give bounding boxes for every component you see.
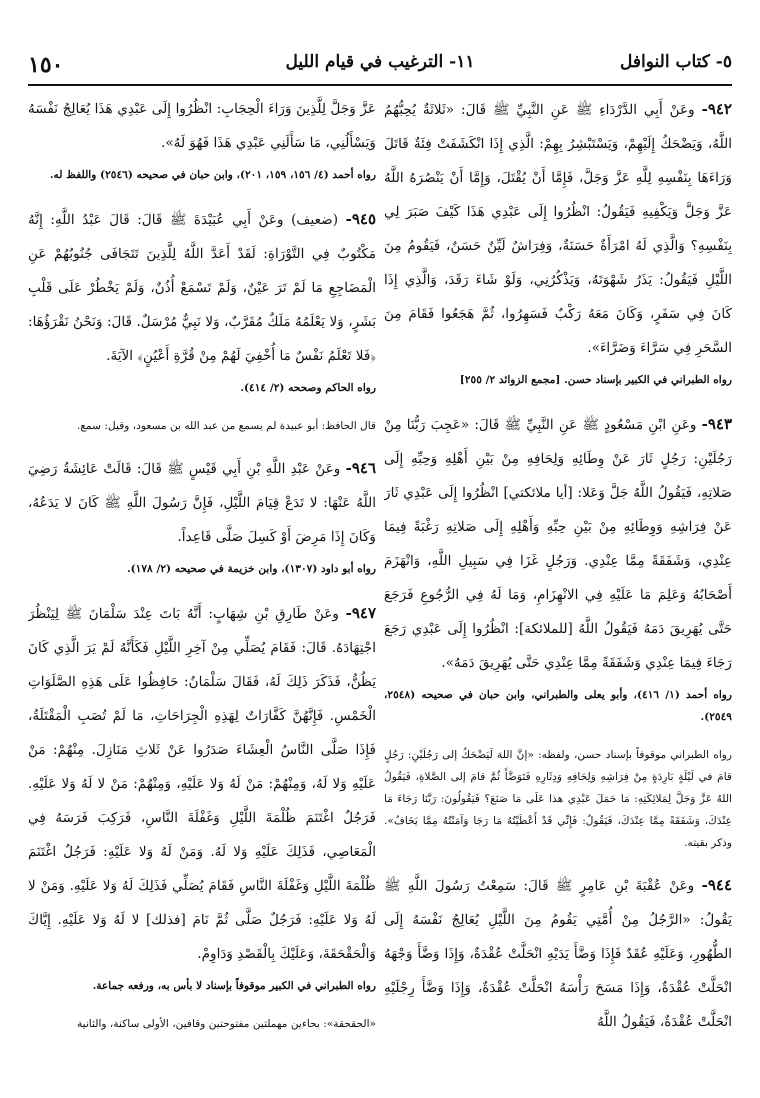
hadith-945 <box>28 202 376 373</box>
page-number: ١٥٠ <box>28 52 64 78</box>
hadith-number: ٩٤٥- <box>345 210 376 228</box>
hadith-text: (ضعيف) وعَنْ أَبِي عُبَيْدَةَ ﷺ قَالَ: قَالَ عَبْدُ اللَّهِ: إِنَّهُ مَكْتُوبٌ فِي التَّوْرَاةِ: لَقَدْ أَعَدَّ اللَّهُ لِلَّذِينَ تَتَجَافَى جُنُوبُهُمْ عَنِ الْمَضَاجِعِ مَا لَمْ تَرَ عَيْنٌ، وَلَمْ تَسْمَعْ أُذُنٌ، وَلَمْ يَخْطُرْ عَلَى قَلْبِ بَشَرٍ، وَلا يَعْلَمُهُ مَلَكٌ مُقَرَّبٌ، وَلا نَبِيٌّ مُرْسَلٌ. قَالَ: وَنَحْنُ نَقْرَؤُهَا: ﴿فَلا تَعْلَمُ نَفْسٌ مَا أُخْفِيَ لَهُمْ مِنْ قُرَّةِ أَعْيُنٍ﴾ الآيَةَ. <box>28 212 376 364</box>
hadith-943 <box>384 407 732 680</box>
hadith-946 <box>28 451 376 554</box>
page-header <box>28 44 732 86</box>
hadith-note: رواه الطبراني موقوفاً بإسناد حسن، ولفظه: «إنَّ اللهَ لَيَضْحَكُ إلى رَجُلَيْنِ: رَجُلٍ قامَ في لَيْلَةٍ بَارِدَةٍ مِنْ فِرَاشِهِ وَلِحَافِهِ وَدِثَارِهِ فَتَوَضَّأَ ثُمَّ قامَ إلى الصَّلاةِ، فَيَقُولُ اللهُ عَزَّ وَجَلَّ لِمَلائِكَتِهِ: مَا حَمَلَ عَبْدِي هذا عَلَى مَا صَنَعَ؟ فَيَقُولُونَ: رَبَّنَا رَجَاءَ مَا عِنْدَكَ، وَشَفَقَةً مِمَّا عِنْدَكَ، فَيَقُولُ: فَإِنِّي قَدْ أَعْطَيْتُهُ مَا رَجَا وَآمَنْتُهُ مِمَّا يَخَافُ». وذكر بقيته. <box>384 749 732 849</box>
section-title: ١١- الترغيب في قيام الليل <box>285 52 475 72</box>
hadith-number: ٩٤٣- <box>701 415 732 433</box>
hadith-source: رواه الحاكم وصححه (٢/ ٤١٤). <box>240 382 376 394</box>
hadith-text: وعَنْ عُقْبَةَ بْنِ عَامِرٍ ﷺ قَالَ: سَمِعْتُ رَسُولَ اللَّهِ ﷺ يَقُولُ: «الرَّجُلُ مِنْ أُمَّتِي يَقُومُ مِنَ اللَّيْلِ يُعَالِجُ نَفْسَهُ إِلَى الطُّهُورِ، وَعَلَيْهِ عُقَدٌ فَإِذَا وَضَّأَ يَدَيْهِ انْحَلَّتْ عُقْدَةٌ، وَإِذَا وَضَّأَ وَجْهَهُ انْحَلَّتْ عُقْدَةٌ، وَإِذَا مَسَحَ رَأْسَهُ انْحَلَّتْ عُقْدَةٌ، وَإِذَا وَضَّأَ رِجْلَيْهِ انْحَلَّتْ عُقْدَةٌ، فَيَقُولُ اللَّهُ <box>384 878 732 1030</box>
hadith-number: ٩٤٦- <box>345 459 376 477</box>
hadith-text: وعَنِ ابْنِ مَسْعُودٍ ﷺ عَنِ النَّبِيِّ ﷺ قَالَ: «عَجِبَ رَبُّنَا مِنْ رَجُلَيْنِ: رَجُلٍ ثَارَ عَنْ وِطَائِهِ وَلِحَافِهِ مِنْ بَيْنِ أَهْلِهِ وَحِبِّهِ إِلَى صَلاتِهِ، فَيَقُولُ اللَّهُ جَلَّ وَعَلا: [أيا ملائكتي] انْظُرُوا إِلَى عَبْدِي ثَارَ عَنْ فِرَاشِهِ وَوِطَائِهِ مِنْ بَيْنِ حِبِّهِ وَأَهْلِهِ إِلَى صَلاتِهِ رَغْبَةً فِيمَا عِنْدِي، وَشَفَقَةً مِمَّا عِنْدِي. وَرَجُلٍ غَزَا فِي سَبِيلِ اللَّهِ، وَانْهَزَمَ أَصْحَابُهُ وَعَلِمَ مَا عَلَيْهِ فِي الانْهِزَامِ، وَمَا لَهُ فِي الرُّجُوعِ فَرَجَعَ حَتَّى يُهَرِيقَ دَمَهُ فَيَقُولُ اللَّهُ [للملائكة]: انْظُرُوا إِلَى عَبْدِي رَجَعَ رَجَاءَ فِيمَا عِنْدِي وَشَفَقَةً مِمَّا عِنْدِي حَتَّى يُهَرِيقَ دَمَهُ». <box>384 417 732 671</box>
hadith-text: وعَنْ أَبِي الدَّرْدَاءِ ﷺ عَنِ النَّبِيِّ ﷺ قَالَ: «ثَلاثَةٌ يُحِبُّهُمُ اللَّهُ، وَيَضْحَكُ إِلَيْهِمْ، وَيَسْتَبْشِرُ بِهِمْ: الَّذِي إِذَا انْكَشَفَتْ فِئَةٌ قَاتَلَ وَرَاءَهَا بِنَفْسِهِ لِلَّهِ عَزَّ وَجَلَّ، فَإِمَّا أَنْ يُقْتَلَ، وَإِمَّا أَنْ يَنْصُرَهُ اللَّهُ عَزَّ وَجَلَّ وَيَكْفِيهِ فَيَقُولُ: انْظُرُوا إِلَى عَبْدِي هَذَا كَيْفَ صَبَرَ لِي بِنَفْسِهِ؟ وَالَّذِي لَهُ امْرَأَةٌ حَسَنَةٌ، وَفِرَاشٌ لَيِّنٌ حَسَنٌ، فَيَقُومُ مِنَ اللَّيْلِ فَيَقُولُ: يَذَرُ شَهْوَتَهُ، وَيَذْكُرُنِي، وَلَوْ شَاءَ رَقَدَ، وَالَّذِي إِذَا كَانَ فِي سَفَرٍ، وَكَانَ مَعَهُ رَكْبٌ فَسَهِرُوا، ثُمَّ هَجَعُوا فَقَامَ مِنَ السَّحَرِ فِي سَرَّاءَ وَضَرَّاءَ». <box>384 102 732 356</box>
left-column <box>28 92 376 1087</box>
hadith-number: ٩٤٢- <box>701 100 732 118</box>
right-column <box>384 92 732 1087</box>
hadith-source: رواه أبو داود (١٣٠٧)، وابن خزيمة في صحيحه (٢/ ١٧٨). <box>126 563 376 575</box>
hadith-text: وعَنْ طَارِقِ بْنِ شِهَابٍ: أَنَّهُ بَاتَ عِنْدَ سَلْمَانَ ﷺ لِيَنْظُرَ اجْتِهَادَهُ. قَالَ: فَقَامَ يُصَلِّي مِنْ آخِرِ اللَّيْلِ فَكَأَنَّهُ لَمْ يَرَ الَّذِي كَانَ يَظُنُّ، فَذَكَرَ ذَلِكَ لَهُ، فَقَالَ سَلْمَانُ: حَافِظُوا عَلَى هَذِهِ الصَّلَوَاتِ الْخَمْسِ. فَإِنَّهُنَّ كَفَّارَاتٌ لِهَذِهِ الْجِرَاحَاتِ، مَا لَمْ تُصَبِ الْمَقْتَلَةُ، فَإِذَا صَلَّى النَّاسُ الْعِشَاءَ صَدَرُوا عَنْ ثَلاثِ مَنَازِلَ. مِنْهُمْ: مَنْ عَلَيْهِ وَلا لَهُ، وَمِنْهُمْ: مَنْ لَهُ وَلا عَلَيْهِ، وَمِنْهُمْ: مَنْ لا لَهُ وَلا عَلَيْهِ. فَرَجُلٌ اغْتَنَمَ ظُلْمَةَ اللَّيْلِ وَغَفْلَةَ النَّاسِ، فَرَكِبَ فَرَسَهُ فِي الْمَعَاصِي، فَذَلِكَ عَلَيْهِ وَلا لَهُ. وَمَنْ لَهُ وَلا عَلَيْهِ: فَرَجُلٌ اغْتَنَمَ ظُلْمَةَ اللَّيْلِ وَغَفْلَةَ النَّاسِ فَقَامَ يُصَلِّي فَذَلِكَ لَهُ وَلا عَلَيْهِ. وَمَنْ لا لَهُ وَلا عَلَيْهِ: فَرَجُلٌ صَلَّى ثُمَّ نَامَ [فذلك] لا لَهُ وَلا عَلَيْهِ. إِيَّاكَ وَالْحَقْحَقَةَ، وَعَلَيْكَ بِالْقَصْدِ وَدَاوِمْ. <box>28 606 376 962</box>
hadith-947 <box>28 596 376 971</box>
hadith-942 <box>384 92 732 365</box>
hadith-source: رواه الطبراني في الكبير موقوفاً بإسناد لا بأس به، ورفعه جماعة. <box>92 980 376 992</box>
hadith-944-continued: عَزَّ وَجَلَّ لِلَّذِينَ وَرَاءَ الْحِجَابِ: انْظُرُوا إِلَى عَبْدِي هَذَا يُعَالِجُ نَفْسَهُ وَيَسْأَلُنِي، مَا سَأَلَنِي عَبْدِي هَذَا فَهُوَ لَهُ». <box>28 101 376 151</box>
hadith-944 <box>384 868 732 1039</box>
hadith-note: قال الحافظ: أبو عبيدة لم يسمع من عبد الله بن مسعود، وقيل: سمع. <box>77 420 376 432</box>
chapter-title: ٥- كتاب النوافل <box>620 52 732 72</box>
hadith-number: ٩٤٧- <box>345 604 376 622</box>
hadith-source: رواه الطبراني في الكبير بإسناد حسن. [مجمع الزوائد ٢/ ٢٥٥] <box>459 374 732 386</box>
hadith-number: ٩٤٤- <box>701 876 732 894</box>
hadith-source: رواه أحمد (٤/ ١٥٦، ١٥٩، ٢٠١)، وابن حبان في صحيحه (٢٥٤٦) واللفظ له. <box>49 169 376 181</box>
hadith-source: رواه أحمد (١/ ٤١٦)، وأبو يعلى والطبراني، وابن حبان في صحيحه (٢٥٤٨، ٢٥٤٩). <box>384 689 732 723</box>
hadith-text: وعَنْ عَبْدِ اللَّهِ بْنِ أَبِي قَيْسٍ ﷺ قَالَ: قَالَتْ عَائِشَةُ رَضِيَ اللَّهُ عَنْهَا: لا تَدَعْ قِيَامَ اللَّيْلِ، فَإِنَّ رَسُولَ اللَّهِ ﷺ كَانَ لا يَدَعُهُ، وَكَانَ إِذَا مَرِضَ أَوْ كَسِلَ صَلَّى قَاعِداً. <box>28 461 376 545</box>
hadith-note: «الحقحقة»: بحاءين مهملتين مفتوحتين وقافين، الأولى ساكنة، والثانية <box>76 1018 376 1030</box>
